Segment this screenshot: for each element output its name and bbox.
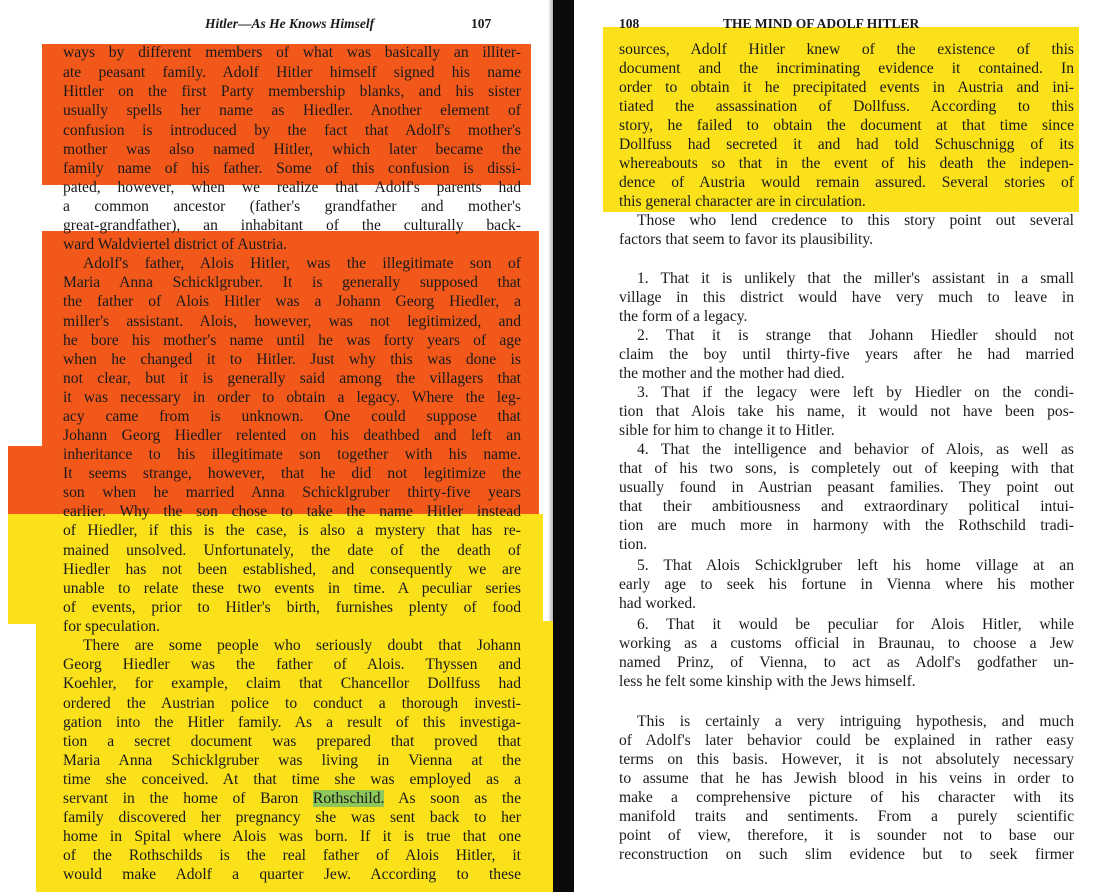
text-line: terms on this basis. However, it is not absolutely necessary xyxy=(619,751,1074,768)
text-line: tion. xyxy=(619,536,648,553)
text-line: the form of a legacy. xyxy=(619,308,748,325)
text-line: Maria Anna Schicklgruber was living in Vienna at the xyxy=(63,752,521,769)
text-line: sible for him to change it to Hitler. xyxy=(619,422,835,439)
text-line: village in this district would have very much to leave in xyxy=(619,289,1074,306)
text-segment: servant in the home of Baron xyxy=(63,790,313,807)
text-line: mother was also named Hitler, which later became the xyxy=(63,141,521,158)
text-line: of the Rothschilds is the real father of Alois Hitler, it xyxy=(63,847,521,864)
text-segment: As soon as the xyxy=(384,790,522,807)
highlighted-word-rothschild: Rothschild. xyxy=(312,790,385,807)
text-line: manifold traits and sentiments. From a purely scientific xyxy=(619,808,1074,825)
text-line: 5. That Alois Schicklgruber left his home village at an xyxy=(637,557,1074,574)
text-line: less he felt some kinship with the Jews himself. xyxy=(619,673,916,690)
text-line: had worked. xyxy=(619,595,697,612)
text-line: ways by different members of what was basically an illiter- xyxy=(63,44,521,61)
text-line: working as a customs official in Braunau, to choose a Jew xyxy=(619,635,1074,652)
text-line: 6. That it would be peculiar for Alois Hitler, while xyxy=(637,616,1074,633)
text-line: story, he failed to obtain the document at that time since xyxy=(619,117,1074,134)
text-line: son when he married Anna Schicklgruber thirty-five years xyxy=(63,484,521,501)
text-line: make a comprehensive picture of his character with its xyxy=(619,789,1074,806)
text-line: Dollfuss had secreted it and had told Schuschnigg of its xyxy=(619,136,1074,153)
text-line: unable to relate these two events in time. A peculiar series xyxy=(63,580,521,597)
text-line: This is certainly a very intriguing hypothesis, and much xyxy=(637,713,1074,730)
right-page-header xyxy=(0,16,1093,36)
text-line: ward Waldviertel district of Austria. xyxy=(63,236,288,253)
text-line: family name of his father. Some of this confusion is dissi- xyxy=(63,160,521,177)
text-line: Hiedler has not been established, and consequently we are xyxy=(63,561,521,578)
text-line: of events, prior to Hitler's birth, furnishes plenty of food xyxy=(63,599,521,616)
text-line: of Adolf's later behavior could be explained in rather easy xyxy=(619,732,1074,749)
text-line: It seems strange, however, that he did not legitimize the xyxy=(63,465,521,482)
text-line: Maria Anna Schicklgruber. It is generally supposed that xyxy=(63,274,521,291)
text-line: the mother and the mother had died. xyxy=(619,365,845,382)
text-line: inheritance to his illegitimate son together with his name. xyxy=(63,446,521,463)
text-line: factors that seem to favor its plausibility. xyxy=(619,231,874,248)
text-line: great-grandfather), an inhabitant of the culturally back- xyxy=(63,217,521,234)
text-line: this general character are in circulation. xyxy=(619,193,866,210)
text-line: 3. That if the legacy were left by Hiedler on the condi- xyxy=(637,384,1074,401)
text-line: a common ancestor (father's grandfather and mother's xyxy=(63,198,521,215)
text-line: early age to seek his fortune in Vienna where his mother xyxy=(619,576,1074,593)
book-gutter xyxy=(553,0,574,892)
text-line: usually found in Austrian peasant families. They point out xyxy=(619,479,1074,496)
text-line: the father of Alois Hitler was a Johann Georg Hiedler, a xyxy=(63,293,521,310)
text-line: home in Spital where Alois was born. If it is true that one xyxy=(63,828,521,845)
text-line: tion a secret document was prepared that proved that xyxy=(63,733,521,750)
text-line: family discovered her pregnancy she was sent back to her xyxy=(63,809,521,826)
text-line: to assume that he has Jewish blood in his veins in order to xyxy=(619,770,1074,787)
text-line: Adolf's father, Alois Hitler, was the illegitimate son of xyxy=(83,255,521,272)
left-running-title: Hitler—As He Knows Himself xyxy=(205,16,375,31)
text-line: for speculation. xyxy=(63,618,160,635)
text-line: not clear, but it is generally said among the villagers that xyxy=(63,370,521,387)
text-line: 2. That it is strange that Johann Hiedler should not xyxy=(637,327,1074,344)
text-line: reconstruction on such slim evidence but to seek firmer xyxy=(619,846,1074,863)
text-line: dence of Austria would remain assured. Several stories of xyxy=(619,174,1074,191)
text-line: Georg Hiedler was the father of Alois. Thyssen and xyxy=(63,656,521,673)
text-line: acy came from is unknown. One could suppose that xyxy=(63,408,521,425)
text-line: mained unsolved. Unfortunately, the date of the death of xyxy=(63,542,521,559)
text-line: tion that Alois take his name, it would not have been pos- xyxy=(619,403,1074,420)
text-line: Those who lend credence to this story point out several xyxy=(637,212,1074,229)
text-line: named Prinz, of Vienna, to act as Adolf's godfather un- xyxy=(619,654,1074,671)
text-line: There are some people who seriously doubt that Johann xyxy=(83,637,521,654)
text-line: tion are much more in harmony with the Rothschild tradi- xyxy=(619,517,1074,534)
right-running-title: THE MIND OF ADOLF HITLER xyxy=(723,16,920,31)
text-line: claim the boy until thirty-five years after he had married xyxy=(619,346,1074,363)
text-line: 1. That it is unlikely that the miller's assistant in a small xyxy=(637,270,1074,287)
text-line: confusion is introduced by the fact that Adolf's mother's xyxy=(63,122,521,139)
text-line: tiated the assassination of Dollfuss. According to this xyxy=(619,98,1074,115)
text-line: that their ambitiousness and extraordinary political intui- xyxy=(619,498,1074,515)
left-page-number: 107 xyxy=(471,16,492,31)
text-line: time she conceived. At that time she was employed as a xyxy=(63,771,521,788)
text-line: would make Adolf a quarter Jew. According to these xyxy=(63,866,521,883)
text-line: Johann Georg Hiedler relented on his deathbed and left an xyxy=(63,427,521,444)
text-line: earlier. Why the son chose to take the name Hitler instead xyxy=(63,503,521,520)
text-line: ate peasant family. Adolf Hitler himself signed his name xyxy=(63,64,521,81)
text-line: miller's assistant. Alois, however, was not legitimized, and xyxy=(63,313,521,330)
text-line: point of view, therefore, it is sounder not to base our xyxy=(619,827,1074,844)
text-line: ordered the Austrian police to conduct a thorough investi- xyxy=(63,695,521,712)
text-line: document and the incriminating evidence it contained. In xyxy=(619,60,1074,77)
text-line: gation into the Hitler family. As a result of this investiga- xyxy=(63,714,521,731)
text-line: usually spells her name as Hiedler. Another element of xyxy=(63,102,521,119)
text-line: that of his two sons, is completely out of keeping with that xyxy=(619,460,1074,477)
text-line: 4. That the intelligence and behavior of Alois, as well as xyxy=(637,441,1074,458)
text-line: Koehler, for example, claim that Chancellor Dollfuss had xyxy=(63,675,521,692)
text-line: it was necessary in order to obtain a legacy. Where the leg- xyxy=(63,389,521,406)
text-line-rothschild xyxy=(63,789,521,809)
text-line: he bore his mother's name until he was forty years of age xyxy=(63,332,521,349)
text-line: Hittler on the first Party membership blanks, and his sister xyxy=(63,83,521,100)
text-line: sources, Adolf Hitler knew of the existence of this xyxy=(619,41,1074,58)
text-line: pated, however, when we realize that Adolf's parents had xyxy=(63,179,521,196)
text-line: when he changed it to Hitler. Just why this was done is xyxy=(63,351,521,368)
text-line: whereabouts so that in the event of his death the indepen- xyxy=(619,155,1074,172)
text-line: of Hiedler, if this is the case, is also a mystery that has re- xyxy=(63,522,521,539)
right-page-number: 108 xyxy=(619,16,640,31)
text-line: order to obtain it he precipitated events in Austria and ini- xyxy=(619,79,1074,96)
